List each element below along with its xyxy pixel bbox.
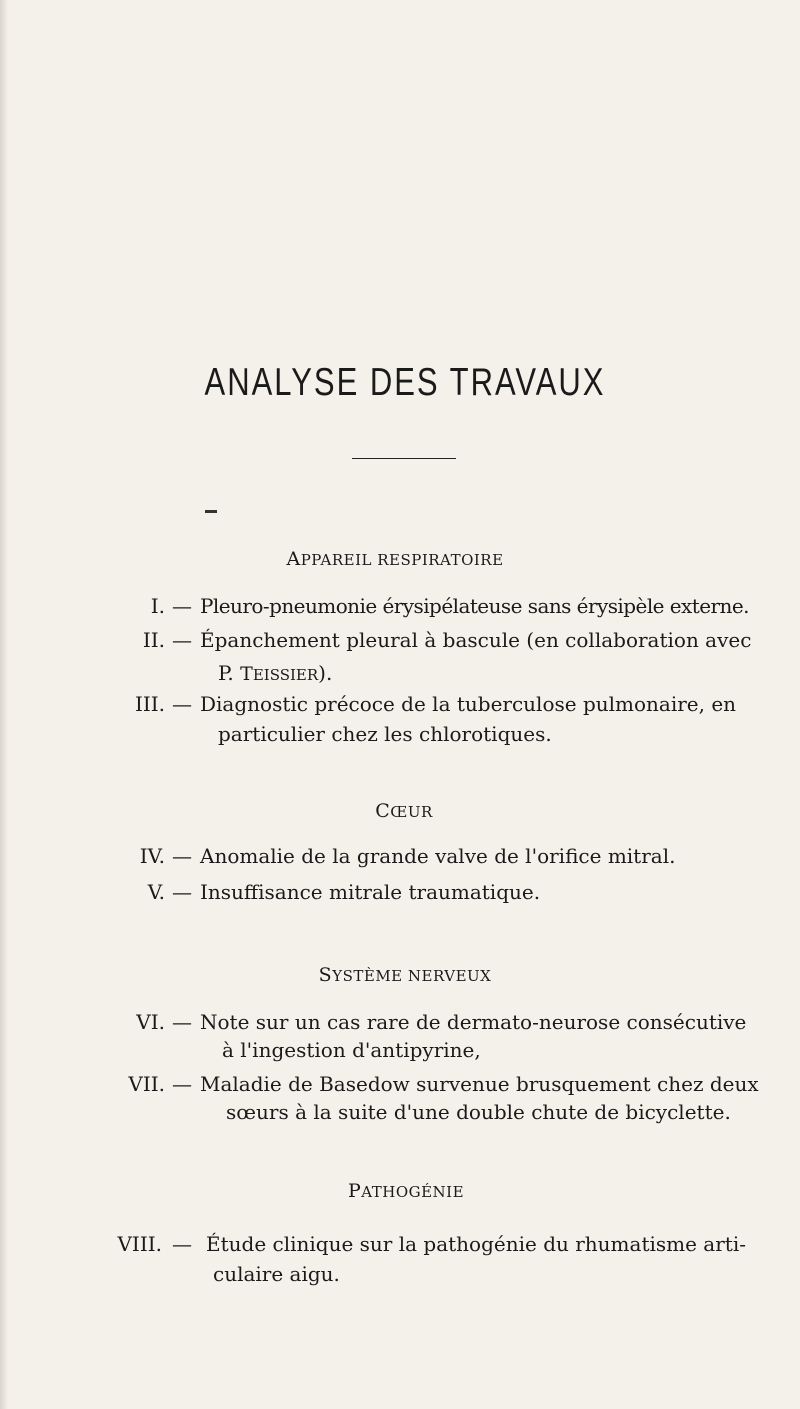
section-heading-appareil-respiratoire: APPAREIL RESPIRATOIRE xyxy=(286,548,504,570)
entry-dash: — xyxy=(172,594,192,618)
entry-continuation: à l'ingestion d'antipyrine, xyxy=(222,1038,481,1062)
entry-text: Étude clinique sur la pathogénie du rhumatisme arti- xyxy=(206,1232,746,1256)
entry-continuation: sœurs à la suite d'une double chute de bicyclette. xyxy=(226,1100,731,1124)
entry-number: VI. xyxy=(136,1010,165,1034)
entry-text: Maladie de Basedow survenue brusquement chez deux xyxy=(200,1072,759,1096)
entry-dash: — xyxy=(172,1072,192,1096)
entry-text: Diagnostic précoce de la tuberculose pulmonaire, en xyxy=(200,692,737,716)
entry-number: I. xyxy=(150,594,165,618)
entry-text: Insuffisance mitrale traumatique. xyxy=(200,880,541,904)
entry-text: Épanchement pleural à bascule (en collaboration avec xyxy=(200,628,752,652)
title-rule xyxy=(352,458,456,459)
entry-number: VIII. xyxy=(117,1232,162,1256)
entry-text: Note sur un cas rare de dermato-neurose consécutive xyxy=(200,1010,747,1034)
entry-dash: — xyxy=(172,1010,192,1034)
entry-dash: — xyxy=(172,692,192,716)
entry-dash: — xyxy=(172,1232,192,1256)
entry-continuation: P. TEISSIER). xyxy=(218,661,333,685)
entry-continuation: culaire aigu. xyxy=(213,1262,340,1286)
entry-dash: — xyxy=(172,628,192,652)
section-heading-pathogenie: PATHOGÉNIE xyxy=(347,1180,465,1202)
entry-number: IV. xyxy=(139,844,165,868)
entry-dash: — xyxy=(172,844,192,868)
entry-text: Pleuro-pneumonie érysipélateuse sans érysipèle externe. xyxy=(200,594,749,618)
entry-number: V. xyxy=(147,880,165,904)
page-title: ANALYSE DES TRAVAUX xyxy=(204,360,606,404)
section-heading-coeur: CŒUR xyxy=(375,800,433,822)
entry-number: II. xyxy=(142,628,165,652)
entry-continuation: particulier chez les chlorotiques. xyxy=(218,722,552,746)
ink-speck xyxy=(205,510,217,513)
entry-text: Anomalie de la grande valve de l'orifice mitral. xyxy=(200,844,676,868)
section-heading-systeme-nerveux: SYSTÈME NERVEUX xyxy=(318,964,492,986)
entry-dash: — xyxy=(172,880,192,904)
entry-number: III. xyxy=(134,692,165,716)
entry-number: VII. xyxy=(128,1072,165,1096)
